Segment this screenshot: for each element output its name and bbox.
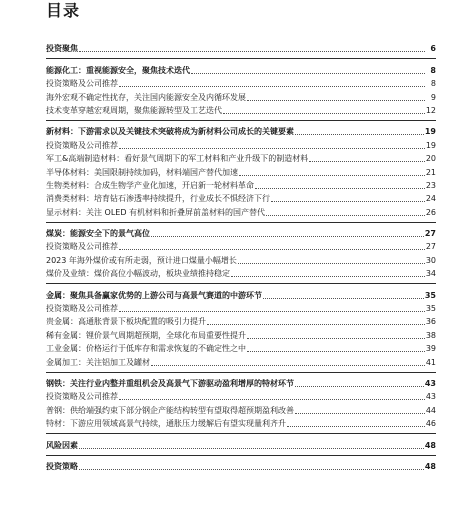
dot-leader [255, 188, 425, 189]
toc-page-number: 35 [425, 304, 436, 314]
toc-entry[interactable] [46, 355, 436, 368]
toc-page-number: 46 [425, 419, 436, 429]
toc-page-number: 30 [425, 255, 436, 265]
toc-section [46, 222, 436, 281]
toc-entry[interactable] [46, 90, 436, 103]
toc-page-number: 8 [430, 79, 436, 89]
toc-title: 目录 [46, 1, 81, 20]
dot-leader [79, 448, 424, 449]
toc-section-heading[interactable] [46, 63, 436, 76]
toc-section-heading[interactable] [46, 460, 436, 473]
toc-page-number: 23 [425, 180, 436, 190]
toc-entry-text: 显示材料：关注 OLED 有机材料和折叠屏前盖材料的国产替代 [46, 207, 266, 217]
toc-entry[interactable] [46, 192, 436, 205]
toc-page-number: 6 [430, 44, 436, 54]
toc-heading-text: 钢铁：关注行业内整并重组机会及高景气下游驱动盈利增厚的特材环节 [46, 378, 294, 388]
dot-leader [266, 215, 425, 216]
toc-page-number: 24 [425, 194, 436, 204]
toc-heading-text: 金属：聚焦具备赢家优势的上游公司与高景气赛道的中游环节 [46, 290, 262, 300]
toc-section-heading[interactable] [46, 125, 436, 138]
toc-section-heading[interactable] [46, 42, 436, 55]
dot-leader [151, 365, 425, 366]
dot-leader [295, 134, 424, 135]
toc-entry-text: 投资策略及公司推荐 [46, 392, 118, 402]
dot-leader [191, 73, 425, 74]
toc-section-heading[interactable] [46, 377, 436, 390]
dot-leader [263, 298, 424, 299]
dot-leader [295, 413, 425, 414]
toc-entry[interactable] [46, 205, 436, 218]
toc-entry-text: 稀有金属：锂价景气周期超预期，全球化布局重要性提升 [46, 330, 246, 340]
toc-entry[interactable] [46, 328, 436, 341]
toc-page-number: 38 [425, 330, 436, 340]
toc-page-number: 27 [425, 242, 436, 252]
toc-page-number: 48 [424, 461, 436, 471]
toc-heading-text: 投资聚焦 [46, 44, 78, 54]
toc-page-number: 27 [424, 229, 436, 239]
toc-entry-text: 技术变革穿越宏观周期，聚焦能源转型及工艺迭代 [46, 105, 222, 115]
dot-leader [247, 100, 425, 101]
toc-entry-text: 工业金属：价格运行于低库存和需求恢复的不确定性之中 [46, 344, 246, 354]
toc-section-heading[interactable] [46, 438, 436, 451]
toc-section [46, 433, 436, 451]
toc-entry-text: 投资策略及公司推荐 [46, 140, 118, 150]
dot-leader [119, 249, 425, 250]
toc-entry[interactable] [46, 417, 436, 430]
dot-leader [79, 51, 425, 52]
dot-leader [247, 351, 425, 352]
toc-entry-text: 贵金属：高通胀背景下板块配置的吸引力提升 [46, 317, 206, 327]
toc-section [46, 58, 436, 117]
toc-entry-text: 消费类材料：培育钻石渗透率持续提升，行业成长不惧经济下行 [46, 194, 270, 204]
toc-page-number: 26 [425, 207, 436, 217]
toc-entry[interactable] [46, 302, 436, 315]
toc-page-number: 43 [424, 378, 436, 388]
toc-page-number: 34 [425, 269, 436, 279]
dot-leader [309, 161, 425, 162]
toc-entry[interactable] [46, 403, 436, 416]
toc-entry-text: 军工&高端制造材料：看好景气周期下的军工材料和产业升级下的制造材料 [46, 154, 309, 164]
toc-page-number: 20 [425, 154, 436, 164]
toc-entry[interactable] [46, 267, 436, 280]
dot-leader [231, 276, 425, 277]
dot-leader [79, 469, 424, 470]
toc-entry-text: 煤价及业绩：煤价高位小幅波动，板块业绩推持稳定 [46, 269, 230, 279]
toc-heading-text: 能源化工：重视能源安全，聚焦技术迭代 [46, 65, 190, 75]
toc-section [46, 372, 436, 431]
dot-leader [119, 86, 425, 87]
toc-entry-text: 投资策略及公司推荐 [46, 242, 118, 252]
toc-entry-text: 普钢：供给端强约束下部分钢企产能结构转型有望取得超预期盈利改善 [46, 405, 294, 415]
dot-leader [207, 324, 425, 325]
toc-entry-text: 金属加工：关注铝加工及罐材 [46, 357, 150, 367]
toc-section [46, 455, 436, 473]
toc-entry-text: 特材：下游应用领域高景气持续，通胀压力缓解后有望实现量利齐升 [46, 419, 286, 429]
dot-leader [119, 148, 425, 149]
toc-heading-text: 煤炭：能源安全下的景气高位 [46, 229, 150, 239]
toc-page-number: 8 [430, 65, 436, 75]
toc-entry[interactable] [46, 165, 436, 178]
toc-entry[interactable] [46, 77, 436, 90]
toc-heading-text: 新材料：下游需求以及关键技术突破将成为新材料公司成长的关键要素 [46, 127, 294, 137]
toc-entry[interactable] [46, 138, 436, 151]
toc-section [46, 283, 436, 368]
toc-entry-text: 生物类材料：合成生物学产业化加速，开启新一轮材料革命 [46, 180, 254, 190]
toc-page-number: 19 [424, 127, 436, 137]
toc-section-heading[interactable] [46, 227, 436, 240]
toc-page-number: 36 [425, 317, 436, 327]
toc-entry[interactable] [46, 253, 436, 266]
dot-leader [119, 311, 425, 312]
toc-entry[interactable] [46, 315, 436, 328]
toc-entry[interactable] [46, 240, 436, 253]
toc-entry[interactable] [46, 342, 436, 355]
toc-page-number: 19 [425, 140, 436, 150]
toc-entry-text: 半导体材料：美国限制持续加码，材料端国产替代加速 [46, 167, 238, 177]
dot-leader [119, 399, 425, 400]
toc-list [46, 42, 436, 476]
toc-page-number: 39 [425, 344, 436, 354]
toc-page-number: 9 [430, 92, 436, 102]
toc-section-heading[interactable] [46, 288, 436, 301]
dot-leader [151, 236, 424, 237]
dot-leader [247, 338, 425, 339]
toc-entry-text: 2023 年海外煤价或有所走弱，预计进口煤量小幅增长 [46, 255, 237, 265]
toc-page-number: 48 [424, 440, 436, 450]
toc-page-number: 44 [425, 405, 436, 415]
toc-page-number: 41 [425, 357, 436, 367]
toc-entry[interactable] [46, 104, 436, 117]
toc-heading-text: 投资策略 [46, 461, 78, 471]
dot-leader [239, 175, 425, 176]
toc-page-number: 12 [425, 105, 436, 115]
dot-leader [223, 113, 425, 114]
toc-page-number: 35 [424, 290, 436, 300]
dot-leader [238, 263, 425, 264]
dot-leader [287, 426, 425, 427]
toc-entry-text: 投资策略及公司推荐 [46, 304, 118, 314]
toc-section [46, 120, 436, 219]
toc-page-number: 43 [425, 392, 436, 402]
dot-leader [295, 386, 424, 387]
toc-entry[interactable] [46, 179, 436, 192]
toc-entry[interactable] [46, 152, 436, 165]
dot-leader [271, 201, 425, 202]
toc-heading-text: 风险因素 [46, 440, 78, 450]
toc-entry-text: 投资策略及公司推荐 [46, 79, 118, 89]
toc-entry[interactable] [46, 390, 436, 403]
toc-section [46, 42, 436, 55]
toc-entry-text: 海外宏观不确定性扰存，关注国内能源安全及内循环发展 [46, 92, 246, 102]
toc-page-number: 21 [425, 167, 436, 177]
